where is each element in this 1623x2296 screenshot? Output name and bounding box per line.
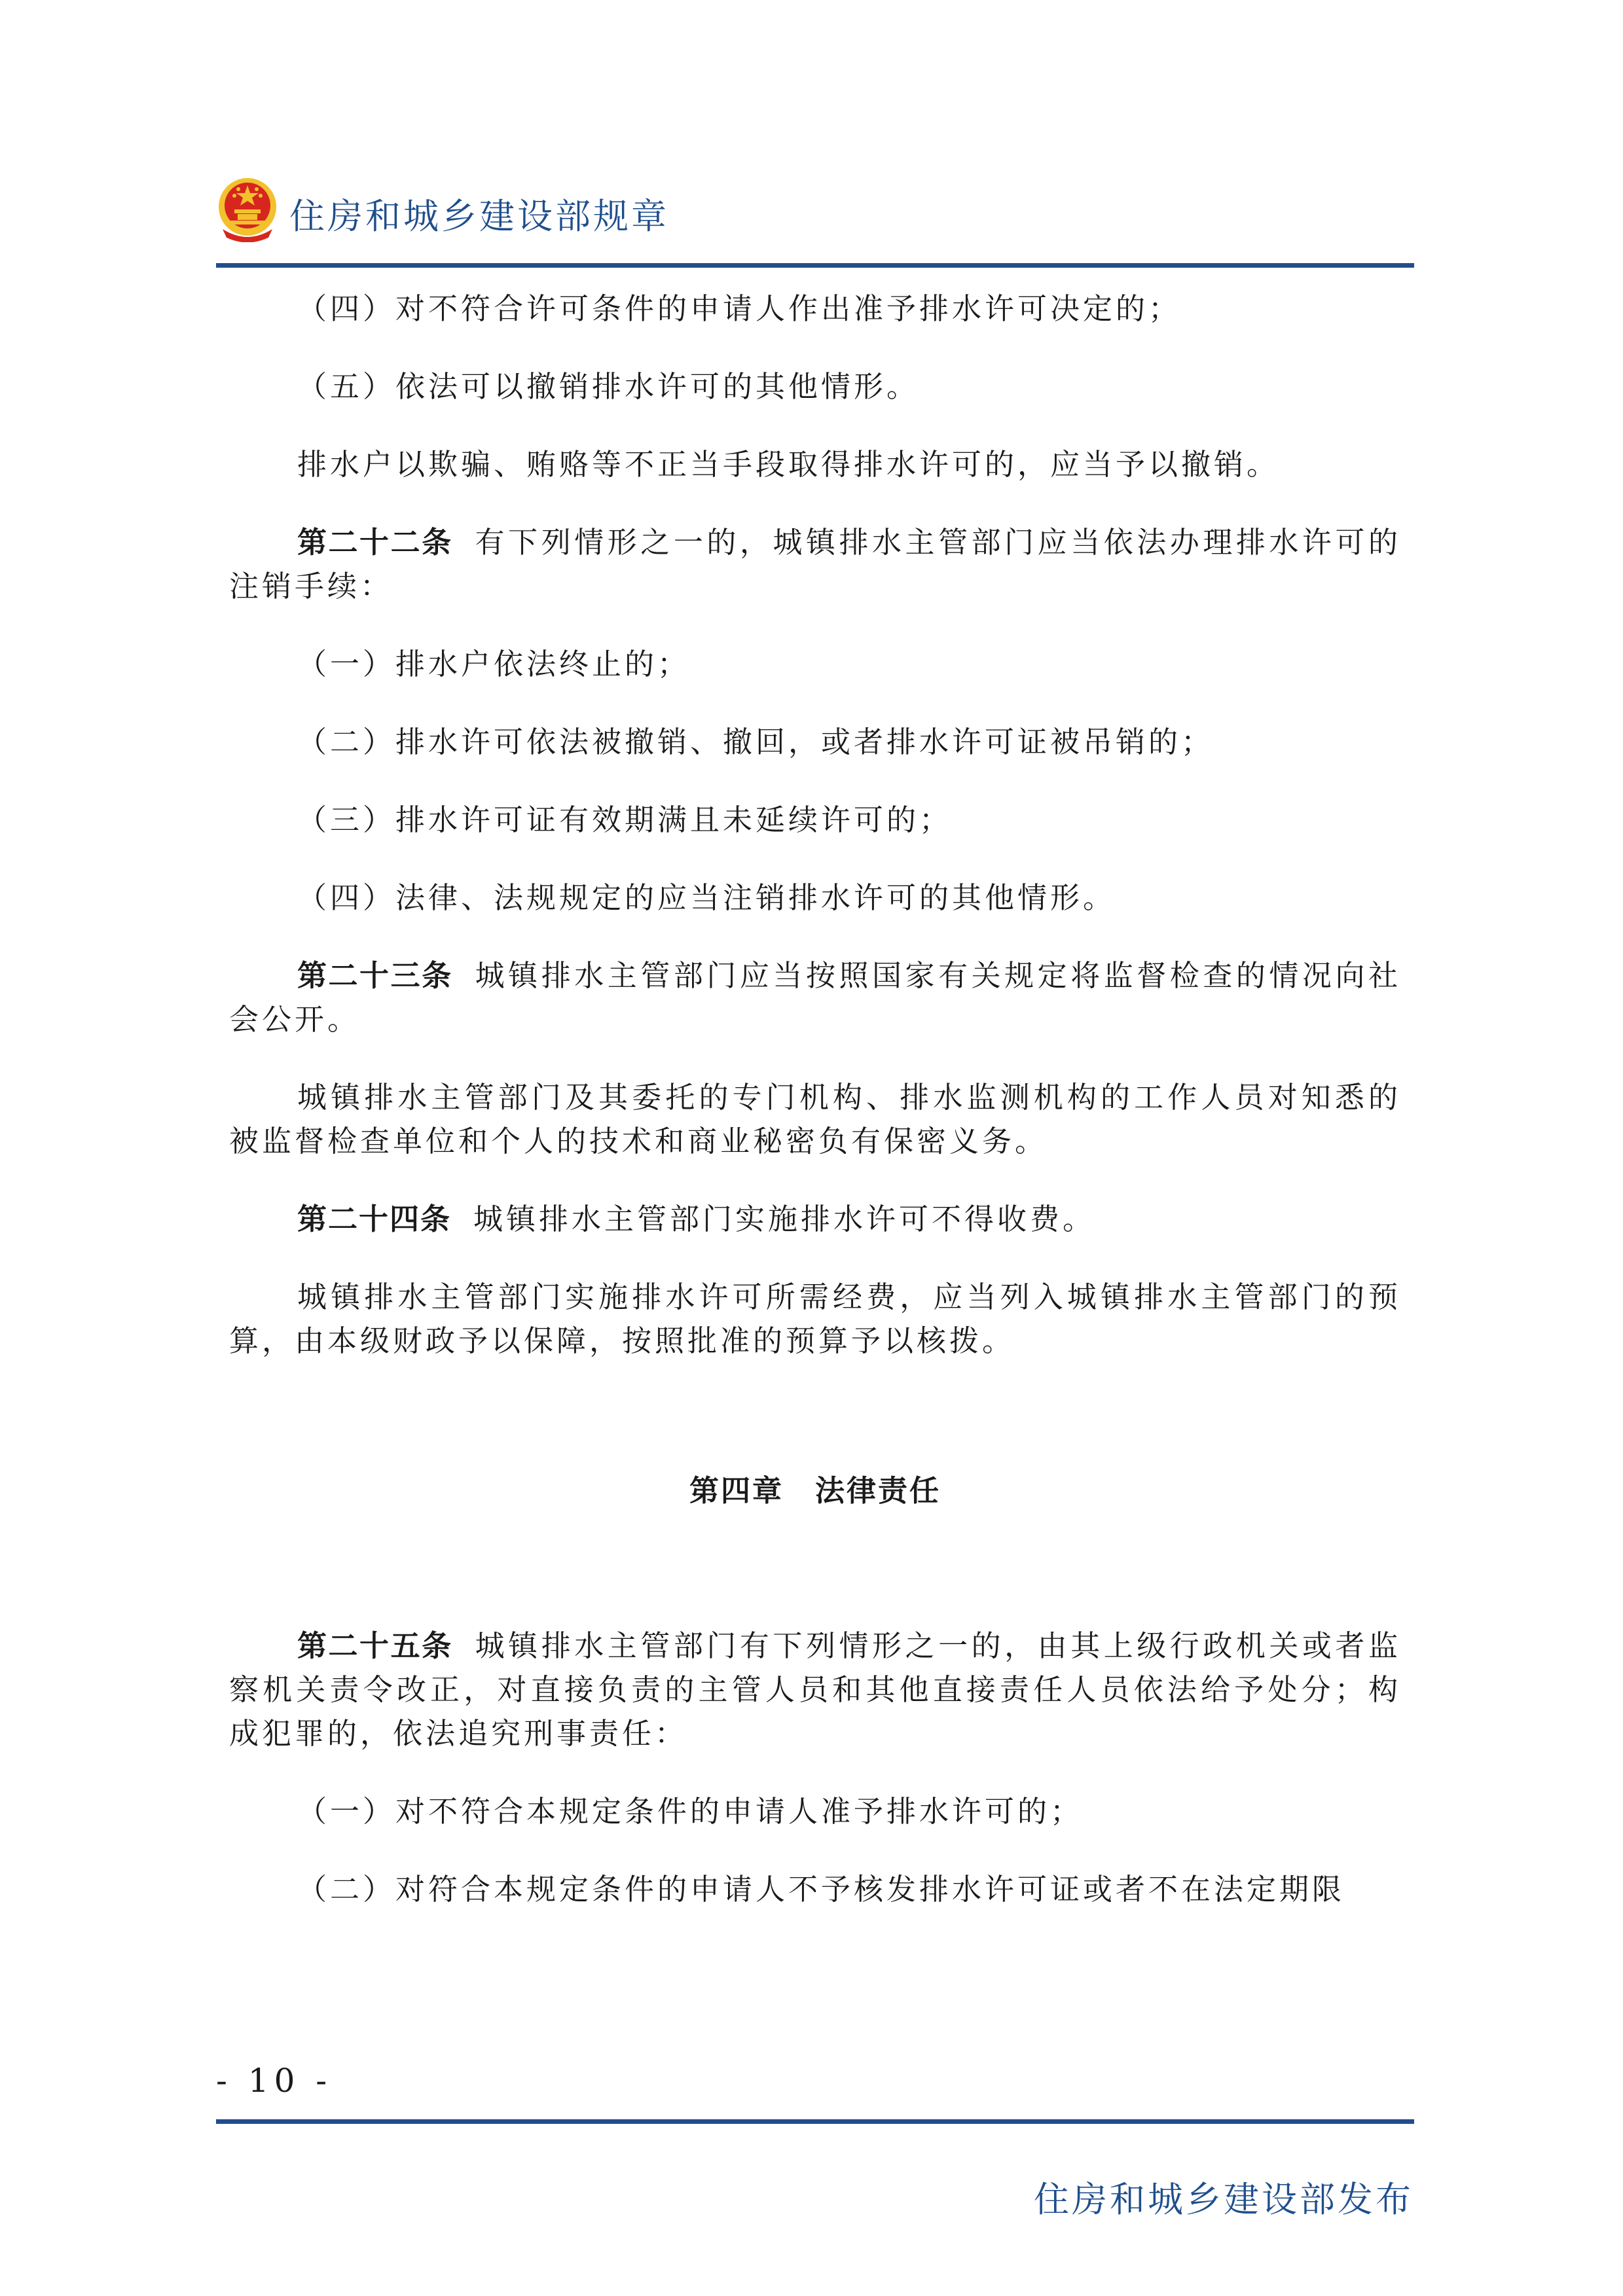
page-number: - 10 -: [216, 2062, 333, 2100]
paragraph-text: （五）依法可以撤销排水许可的其他情形。: [297, 369, 920, 404]
paragraph: [229, 1275, 1401, 1363]
paragraph-text: 城镇排水主管部门及其委托的专门机构、排水监测机构的工作人员对知悉的被监督检查单位和个人的技术和商业秘密负有保密义务。: [229, 1080, 1401, 1158]
paragraph-text: 城镇排水主管部门实施排水许可所需经费，应当列入城镇排水主管部门的预算，由本级财政予以保障，按照批准的预算予以核拨。: [229, 1280, 1401, 1358]
paragraph: [229, 442, 1401, 486]
paragraph-text: 排水户以欺骗、贿赂等不正当手段取得排水许可的，应当予以撤销。: [297, 447, 1280, 482]
header-title: 住房和城乡建设部规章: [289, 196, 669, 237]
paragraph-text: （二）排水许可依法被撤销、撤回，或者排水许可证被吊销的；: [297, 725, 1214, 759]
paragraph: [229, 798, 1401, 842]
paragraph-text: （四）法律、法规规定的应当注销排水许可的其他情形。: [297, 880, 1116, 915]
paragraph: [229, 642, 1401, 686]
paragraph: [229, 287, 1401, 331]
article-paragraph: [229, 1197, 1401, 1241]
paragraph-text: （二）对符合本规定条件的申请人不予核发排水许可证或者不在法定期限: [297, 1872, 1345, 1907]
footer-rule: [216, 2119, 1414, 2124]
footer-publisher: 住房和城乡建设部发布: [1034, 2179, 1413, 2220]
paragraph: [229, 876, 1401, 920]
paragraph-text: （三）排水许可证有效期满且未延续许可的；: [297, 802, 953, 837]
national-emblem-icon: [216, 177, 279, 242]
article-paragraph: [229, 1624, 1401, 1755]
article-number: 第二十四条: [297, 1202, 452, 1236]
article-number: 第二十五条: [297, 1628, 453, 1663]
paragraph: [229, 1789, 1401, 1833]
paragraph-text: （一）排水户依法终止的；: [297, 647, 691, 681]
paragraph: [229, 720, 1401, 764]
paragraph: [229, 1867, 1401, 1911]
article-number: 第二十三条: [297, 958, 453, 993]
article-number: 第二十二条: [297, 525, 453, 560]
document-body: [229, 287, 1401, 1911]
paragraph: [229, 365, 1401, 408]
chapter-heading: 第四章 法律责任: [689, 1473, 941, 1508]
paragraph-text: （四）对不符合许可条件的申请人作出准予排水许可决定的；: [297, 291, 1182, 326]
paragraph: [229, 1075, 1401, 1163]
paragraph-text: 有下列情形之一的，城镇排水主管部门应当依法办理排水许可的注销手续：: [229, 525, 1401, 603]
article-paragraph: [229, 954, 1401, 1041]
paragraph-text: （一）对不符合本规定条件的申请人准予排水许可的；: [297, 1794, 1084, 1829]
paragraph-text: 城镇排水主管部门应当按照国家有关规定将监督检查的情况向社会公开。: [229, 958, 1401, 1037]
header-rule: [216, 263, 1414, 268]
article-paragraph: [229, 520, 1401, 608]
page-header: [216, 177, 1421, 242]
paragraph-text: 城镇排水主管部门有下列情形之一的，由其上级行政机关或者监察机关责令改正，对直接负责的主管人员和其他直接责任人员依法给予处分；构成犯罪的，依法追究刑事责任：: [229, 1628, 1401, 1751]
paragraph-text: 城镇排水主管部门实施排水许可不得收费。: [473, 1202, 1096, 1236]
